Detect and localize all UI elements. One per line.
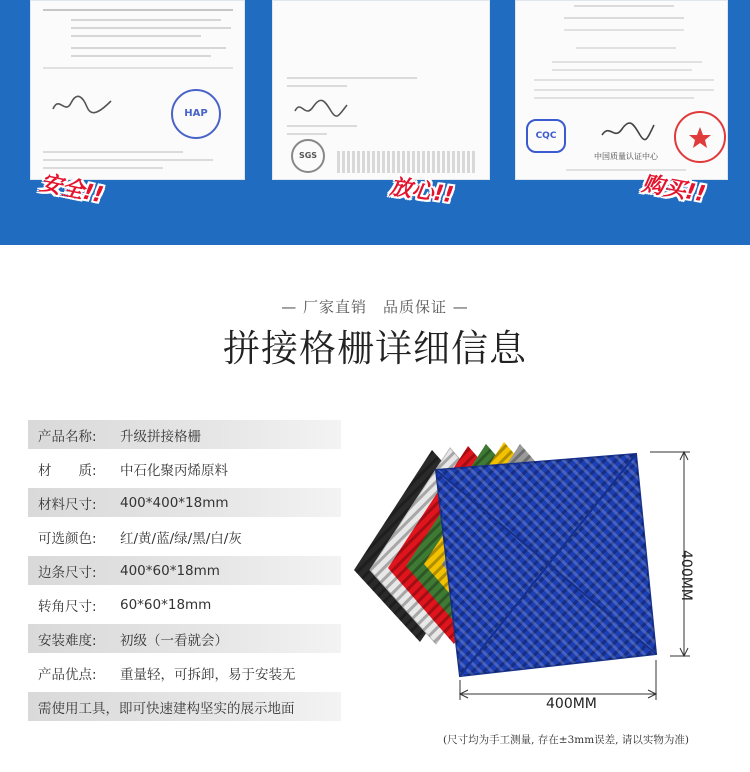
spec-value: 60*60*18mm	[120, 596, 212, 613]
spec-row-corner-size	[28, 590, 341, 619]
section-subtitle: — 厂家直销 品质保证 —	[281, 298, 469, 316]
certificate-card-1	[30, 0, 245, 180]
spec-row-advantages	[28, 658, 341, 687]
spec-value: 重量轻，可拆卸，易于安装无	[120, 666, 296, 683]
spec-label: 材料尺寸:	[38, 496, 97, 513]
signature-mark	[598, 119, 658, 143]
spec-label: 材 质:	[38, 462, 97, 479]
certificate-card-3	[515, 0, 728, 180]
sgs-seal	[291, 139, 325, 173]
spec-label: 边条尺寸:	[38, 564, 97, 581]
spec-label: 可选颜色:	[38, 530, 97, 547]
safety-tag: 安全!!	[37, 170, 106, 209]
spec-value: 红/黄/蓝/绿/黑/白/灰	[120, 530, 242, 547]
hap-seal	[171, 89, 221, 139]
spec-row-difficulty	[28, 624, 341, 653]
spec-row-size	[28, 488, 341, 517]
spec-row-edge-size	[28, 556, 341, 585]
spec-label: 产品名称:	[38, 428, 97, 445]
spec-label: 转角尺寸:	[38, 598, 97, 615]
spec-row-material	[28, 454, 341, 483]
section-title: 拼接格栅详细信息	[223, 327, 527, 370]
cqc-seal-text: CQC	[535, 131, 557, 141]
spec-label: 安装难度:	[38, 632, 97, 649]
spec-value: 400*60*18mm	[120, 562, 220, 579]
width-label: 400MM	[546, 696, 597, 712]
height-label: 400MM	[678, 550, 694, 601]
spec-row-colors	[28, 522, 341, 551]
cqc-center-text: 中国质量认证中心	[594, 152, 658, 161]
spec-label: 需使用工具，即可快速建构坚实的展示地面	[38, 700, 295, 717]
spec-value: 升级拼接格栅	[120, 428, 201, 445]
spec-value: 初级（一看就会）	[120, 632, 228, 649]
product-illustration	[350, 430, 740, 730]
purchase-tag: 购买!!	[639, 171, 708, 208]
spec-row-advantages-continued	[28, 692, 341, 721]
spec-row-product-name	[28, 420, 341, 449]
assurance-tag: 放心!!	[388, 174, 456, 209]
spec-label: 产品优点:	[38, 666, 97, 683]
certificate-banner	[0, 0, 750, 245]
hap-seal-text: HAP	[184, 108, 208, 119]
spec-value: 400*400*18mm	[120, 494, 229, 511]
spec-table	[28, 420, 341, 726]
measurement-note: (尺寸均为手工测量, 存在±3mm误差, 请以实物为准)	[443, 734, 689, 746]
certificate-card-2	[272, 0, 490, 180]
red-official-seal	[674, 111, 726, 163]
spec-value: 中石化聚丙烯原料	[120, 462, 228, 479]
cqc-seal	[526, 119, 566, 153]
signature-mark	[291, 97, 351, 121]
sgs-seal-text: SGS	[298, 151, 318, 160]
signature-mark	[49, 91, 119, 119]
